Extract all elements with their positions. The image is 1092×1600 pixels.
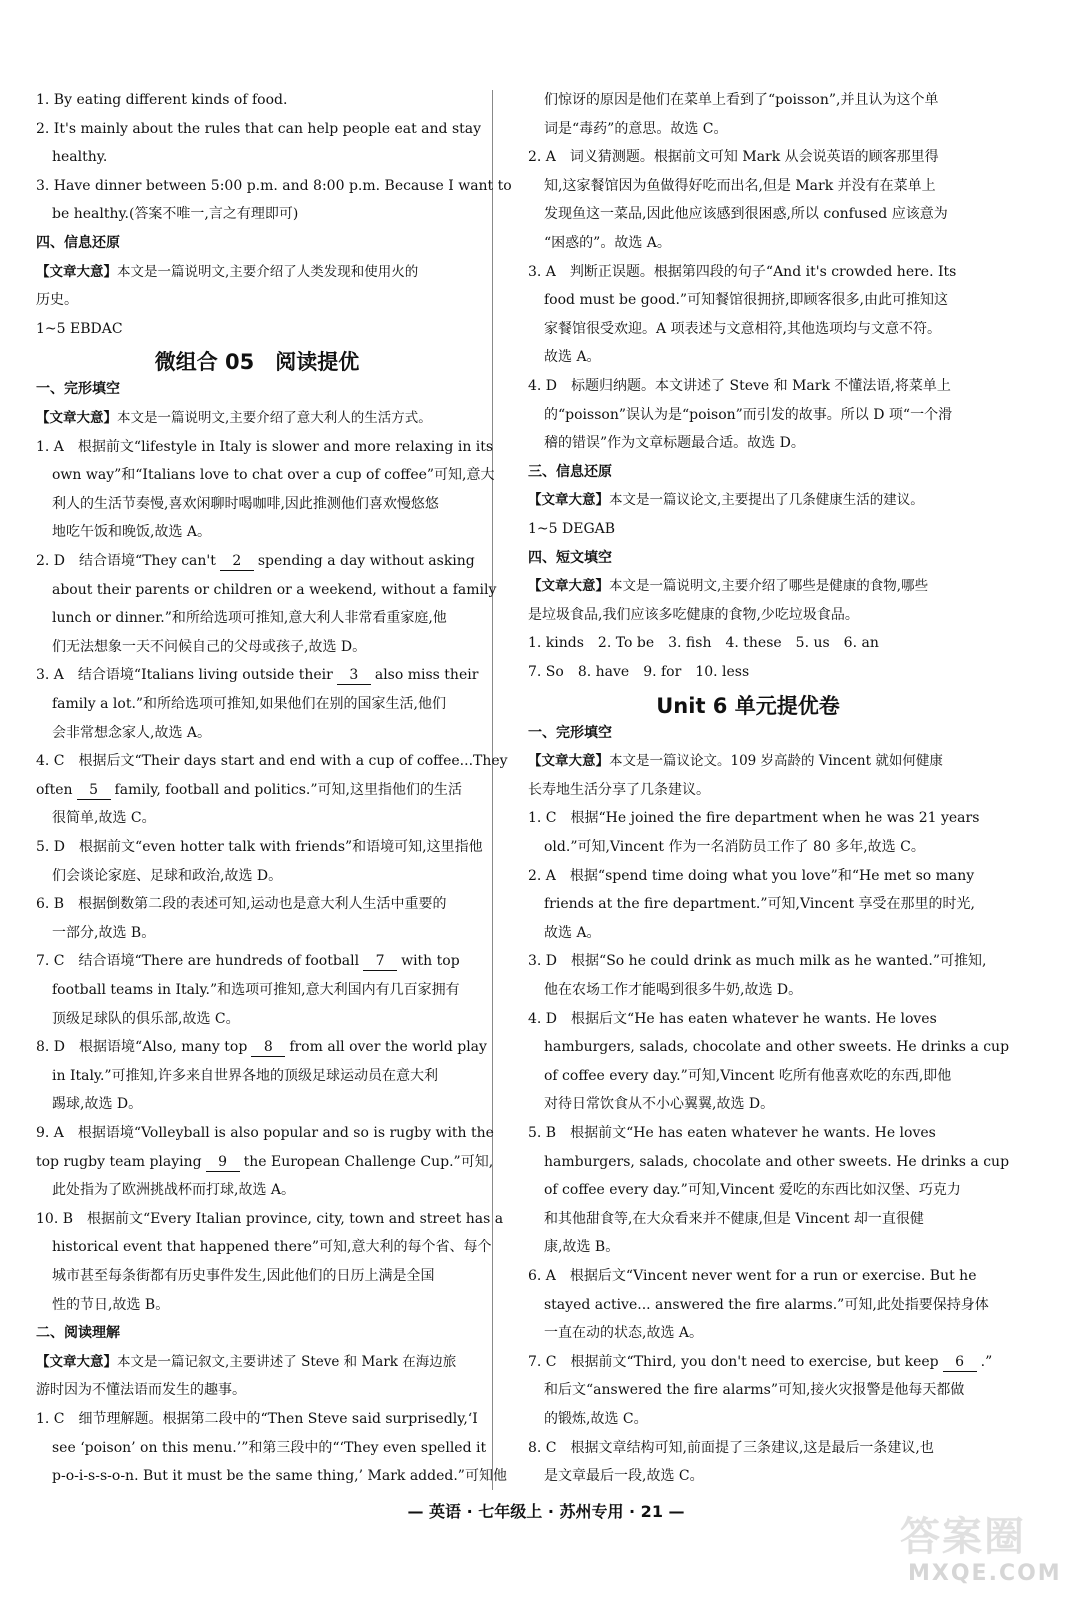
watermark-text: 答案圈 xyxy=(900,1514,1026,1560)
section-heading-cloze: 一、完形填空 xyxy=(528,724,612,741)
summary-text: 本文是一篇议论文,主要提出了几条健康生活的建议。 xyxy=(609,492,924,509)
answer-line: 2. It's mainly about the rules that can help people eat and stay xyxy=(36,120,482,137)
explanation-line: own way”和“Italians love to chat over a cup of coffee”可知,意大 xyxy=(52,467,495,484)
question-line: 1. C 细节理解题。根据第二段中的“Then Steve said surprisedly,‘I xyxy=(36,1411,478,1427)
answer-key: 1. kinds 2. To be 3. fish 4. these 5. us 6. an xyxy=(528,635,879,652)
answer-line: healthy. xyxy=(52,149,108,166)
text-before-blank: 7. C 根据前文“Third, you don't need to exercise, but keep xyxy=(528,1353,939,1370)
text-before-blank: often xyxy=(36,781,73,798)
text-after-blank: spending a day without asking xyxy=(257,553,475,569)
explanation-line: 他在农场工作才能喝到很多牛奶,故选 D。 xyxy=(544,982,803,998)
question-line: 8. C 根据文章结构可知,前面提了三条建议,这是最后一条建议,也 xyxy=(528,1439,934,1456)
explanation-line: 和后文“answered the fire alarms”可知,接火灾报警是他每天都做 xyxy=(544,1382,965,1399)
explanation-line: 此处指为了欧洲挑战杯而打球,故选 A。 xyxy=(52,1182,296,1199)
summary-tag: 【文章大意】 xyxy=(36,410,117,426)
answer-blank: 3 xyxy=(337,666,371,685)
explanation-line: historical event that happened there”可知,意大利的每个省、每个 xyxy=(52,1239,492,1256)
section-heading-info: 四、信息还原 xyxy=(36,235,120,251)
text-before-blank: 8. D 根据语境“Also, many top xyxy=(36,1039,248,1056)
explanation-line: 一部分,故选 B。 xyxy=(52,924,156,941)
question-line: 2. A 根据“spend time doing what you love”和“He met so many xyxy=(528,867,975,884)
explanation-line: hamburgers, salads, chocolate and other sweets. He drinks a cup xyxy=(544,1153,1010,1170)
answer-blank: 5 xyxy=(77,781,111,800)
summary-tag: 【文章大意】 xyxy=(36,1353,117,1370)
page-footer: — 英语 · 七年级上 · 苏州专用 · 21 — xyxy=(407,1502,685,1521)
section-heading-info: 三、信息还原 xyxy=(528,463,612,480)
explanation-line: lunch or dinner.”和所给选项可推知,意大利人非常看重家庭,他 xyxy=(52,610,447,627)
article-summary xyxy=(36,260,478,284)
summary-line: 游时因为不懂法语而发生的趣事。 xyxy=(36,1382,246,1399)
explanation-line: 们惊讶的原因是他们在菜单上看到了“poisson”,并且认为这个单 xyxy=(544,92,939,108)
question-line: 1. C 根据“He joined the fire department when he was 21 years xyxy=(528,810,980,827)
explanation-line: of coffee every day.”可知,Vincent 爱吃的东西比如汉堡、巧克力 xyxy=(544,1182,961,1199)
answer-blank: 6 xyxy=(943,1353,977,1372)
explanation-line: old.”可知,Vincent 作为一名消防员工作了 80 多年,故选 C。 xyxy=(544,839,925,855)
explanation-line: 的“poisson”误认为是“poison”而引发的故事。所以 D 项“一个滑 xyxy=(544,406,953,423)
question-line xyxy=(36,949,478,973)
explanation-line: p-o-i-s-s-o-n. But it must be the same thing,’ Mark added.”可知他 xyxy=(52,1468,507,1485)
summary-line: 长寿地生活分享了几条建议。 xyxy=(528,781,710,798)
article-summary xyxy=(528,574,968,598)
article-summary xyxy=(528,488,968,512)
summary-text: 本文是一篇议论文。109 岁高龄的 Vincent 就如何健康 xyxy=(609,753,943,770)
explanation-line: in Italy.”可推知,许多来自世界各地的顶级足球运动员在意大利 xyxy=(52,1067,439,1084)
text-after-blank: family, football and politics.”可知,这里指他们的生活 xyxy=(114,781,462,798)
explanation-line: 对待日常饮食从不小心翼翼,故选 D。 xyxy=(544,1096,775,1113)
explanation-line: 城市甚至每条街都有历史事件发生,因此他们的日历上满是全国 xyxy=(52,1268,435,1284)
text-before-blank: 3. A 结合语境“Italians living outside their xyxy=(36,667,333,684)
text-before-blank: 2. D 结合语境“They can't xyxy=(36,553,216,569)
explanation-line: 们无法想象一天不问候自己的父母或孩子,故选 D。 xyxy=(52,638,367,655)
section-heading-cloze: 一、完形填空 xyxy=(36,381,120,398)
explanation-line xyxy=(36,778,478,802)
question-line: 5. B 根据前文“He has eaten whatever he wants. He loves xyxy=(528,1125,936,1141)
answer-line: 1. By eating different kinds of food. xyxy=(36,92,288,108)
watermark-domain: MXQE.COM xyxy=(908,1561,1062,1586)
explanation-line: 利人的生活节奏慢,喜欢闲聊时喝咖啡,因此推测他们喜欢慢悠悠 xyxy=(52,495,439,512)
explanation-line: 故选 A。 xyxy=(544,924,601,941)
text-after-blank: with top xyxy=(401,953,460,970)
explanation-line: hamburgers, salads, chocolate and other sweets. He drinks a cup xyxy=(544,1039,1010,1056)
explanation-line xyxy=(36,1150,494,1174)
article-summary xyxy=(36,1350,478,1374)
explanation-line: about their parents or children or a weekend, without a family xyxy=(52,581,497,598)
explanation-line: 稽的错误”作为文章标题最合适。故选 D。 xyxy=(544,435,805,452)
explanation-line: family a lot.”和所给选项可推知,如果他们在别的国家生活,他们 xyxy=(52,696,446,712)
explanation-line: 一直在动的状态,故选 A。 xyxy=(544,1325,704,1342)
question-line: 3. A 判断正误题。根据第四段的句子“And it's crowded here. Its xyxy=(528,263,957,280)
explanation-line: 踢球,故选 D。 xyxy=(52,1096,143,1113)
section-heading-reading: 二、阅读理解 xyxy=(36,1325,120,1342)
column-divider xyxy=(492,90,493,1490)
explanation-line: 词是“毒药”的意思。故选 C。 xyxy=(544,120,728,137)
question-line xyxy=(36,663,478,687)
explanation-line: 知,这家餐馆因为鱼做得好吃而出名,但是 Mark 并没有在菜单上 xyxy=(544,177,936,194)
answer-blank: 9 xyxy=(206,1153,240,1172)
summary-text: 本文是一篇说明文,主要介绍了人类发现和使用火的 xyxy=(117,263,419,280)
explanation-line: see ‘poison’ on this menu.’”和第三段中的“‘They even spelled it xyxy=(52,1439,487,1456)
article-summary xyxy=(528,749,968,773)
summary-tag: 【文章大意】 xyxy=(528,492,609,509)
summary-text: 本文是一篇说明文,主要介绍了哪些是健康的食物,哪些 xyxy=(609,578,929,595)
question-line xyxy=(36,549,478,573)
question-line: 3. D 根据“So he could drink as much milk as he wanted.”可推知, xyxy=(528,953,987,970)
question-line: 6. B 根据倒数第二段的表述可知,运动也是意大利人生活中重要的 xyxy=(36,896,447,913)
article-summary xyxy=(36,406,478,430)
explanation-line: 性的节日,故选 B。 xyxy=(52,1296,170,1313)
explanation-line: of coffee every day.”可知,Vincent 吃所有他喜欢吃的东西,即他 xyxy=(544,1067,952,1084)
summary-tag: 【文章大意】 xyxy=(528,578,609,595)
explanation-line: 顶级足球队的俱乐部,故选 C。 xyxy=(52,1010,240,1027)
text-before-blank: 7. C 结合语境“There are hundreds of football xyxy=(36,953,360,970)
summary-tag: 【文章大意】 xyxy=(528,753,609,770)
explanation-line: 很简单,故选 C。 xyxy=(52,810,156,827)
summary-text: 本文是一篇说明文,主要介绍了意大利人的生活方式。 xyxy=(117,410,432,426)
question-line: 1. A 根据前文“lifestyle in Italy is slower and more relaxing in its xyxy=(36,438,494,455)
question-line xyxy=(36,1035,487,1059)
question-line: 4. D 标题归纳题。本文讲述了 Steve 和 Mark 不懂法语,将菜单上 xyxy=(528,378,951,394)
question-line: 9. A 根据语境“Volleyball is also popular and so is rugby with the xyxy=(36,1125,494,1141)
text-after-blank: the European Challenge Cup.”可知, xyxy=(243,1153,494,1170)
summary-text: 本文是一篇记叙文,主要讲述了 Steve 和 Mark 在海边旅 xyxy=(117,1353,457,1370)
answer-key: 1~5 EBDAC xyxy=(36,320,123,337)
explanation-line: 是文章最后一段,故选 C。 xyxy=(544,1468,704,1485)
text-after-blank: also miss their xyxy=(374,667,479,684)
summary-tag: 【文章大意】 xyxy=(36,263,117,280)
unit-title: Unit 6 单元提优卷 xyxy=(656,693,840,718)
text-before-blank: top rugby team playing xyxy=(36,1153,202,1170)
section-heading-short: 四、短文填空 xyxy=(528,549,612,566)
explanation-line: 故选 A。 xyxy=(544,349,601,366)
explanation-line: friends at the fire department.”可知,Vincent 享受在那里的时光, xyxy=(544,896,975,913)
explanation-line: 发现鱼这一菜品,因此他应该感到很困惑,所以 confused 应该意为 xyxy=(544,206,948,223)
question-line: 4. D 根据后文“He has eaten whatever he wants. He loves xyxy=(528,1010,937,1027)
question-line xyxy=(528,1350,993,1374)
explanation-line: 家餐馆很受欢迎。A 项表述与文意相符,其他选项均与文意不符。 xyxy=(544,320,942,337)
watermark-logo xyxy=(890,1505,1080,1595)
question-line: 10. B 根据前文“Every Italian province, city, town and street has a xyxy=(36,1210,504,1227)
question-line: 4. C 根据后文“Their days start and end with a cup of coffee...They xyxy=(36,753,508,770)
explanation-line: 们会谈论家庭、足球和政治,故选 D。 xyxy=(52,867,283,884)
answer-key: 1~5 DEGAB xyxy=(528,521,616,537)
explanation-line: 康,故选 B。 xyxy=(544,1239,620,1256)
answer-key: 7. So 8. have 9. for 10. less xyxy=(528,664,750,680)
summary-line: 历史。 xyxy=(36,292,78,309)
explanation-line: 地吃午饭和晚饭,故选 A。 xyxy=(52,524,212,541)
answer-line: 3. Have dinner between 5:00 p.m. and 8:00 p.m. Because I want to xyxy=(36,177,512,194)
text-after-blank: .” xyxy=(980,1353,993,1370)
text-after-blank: from all over the world play xyxy=(289,1039,487,1056)
explanation-line: food must be good.”可知餐馆很拥挤,即顾客很多,由此可推知这 xyxy=(544,292,948,309)
answer-blank: 2 xyxy=(220,552,254,571)
explanation-line: “困惑的”。故选 A。 xyxy=(544,235,671,251)
question-line: 5. D 根据前文“even hotter talk with friends”和语境可知,这里指他 xyxy=(36,839,483,855)
explanation-line: 和其他甜食等,在大众看来并不健康,但是 Vincent 却一直很健 xyxy=(544,1210,924,1227)
summary-line: 是垃圾食品,我们应该多吃健康的食物,少吃垃圾食品。 xyxy=(528,606,859,623)
answer-blank: 8 xyxy=(251,1038,285,1057)
answer-blank: 7 xyxy=(363,952,397,971)
explanation-line: 的锻炼,故选 C。 xyxy=(544,1411,648,1427)
question-line: 6. A 根据后文“Vincent never went for a run or exercise. But he xyxy=(528,1268,977,1284)
explanation-line: football teams in Italy.”和选项可推知,意大利国内有几百家拥有 xyxy=(52,982,460,998)
group-title: 微组合 05 阅读提优 xyxy=(154,350,360,375)
question-line: 2. A 词义猜测题。根据前文可知 Mark 从会说英语的顾客那里得 xyxy=(528,149,939,166)
explanation-line: 会非常想念家人,故选 A。 xyxy=(52,724,212,741)
answer-line: be healthy.(答案不唯一,言之有理即可) xyxy=(52,206,299,223)
explanation-line: stayed active... answered the fire alarms.”可知,此处指要保持身体 xyxy=(544,1296,989,1313)
